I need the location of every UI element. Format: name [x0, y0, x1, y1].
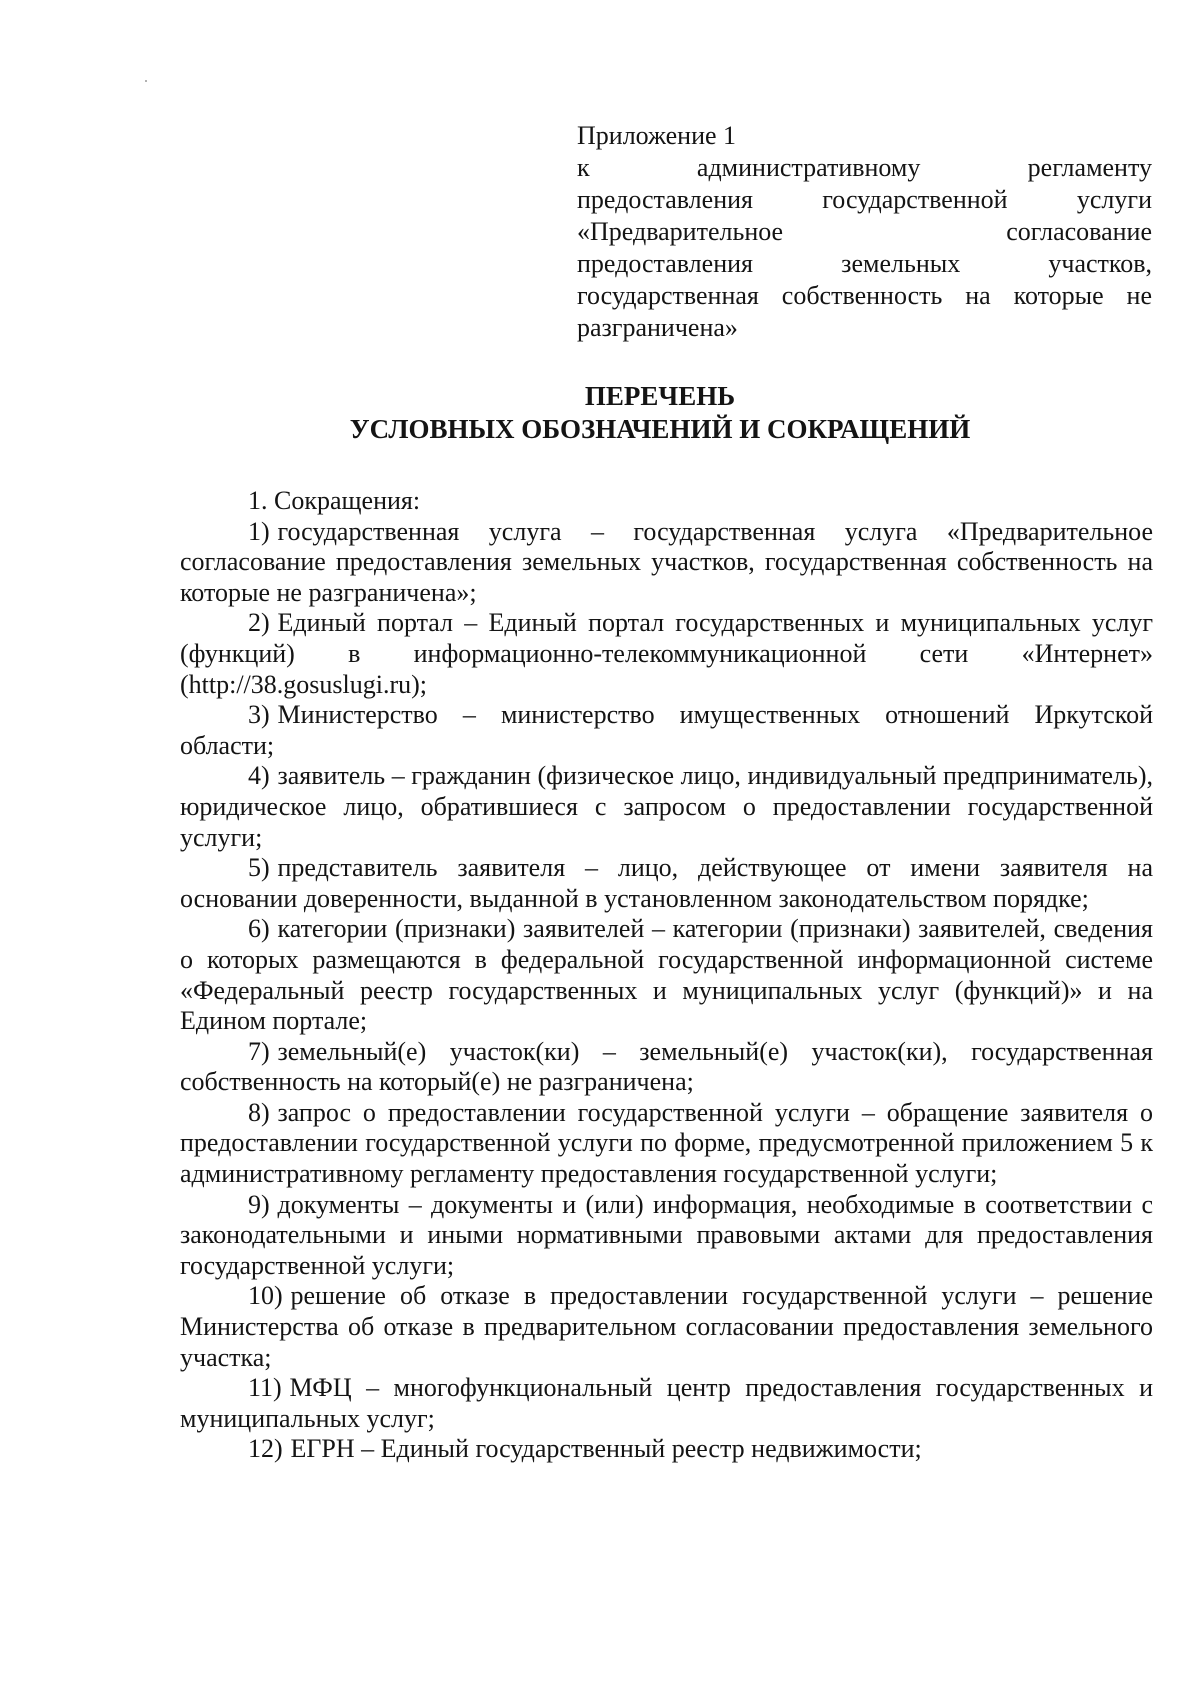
- section-heading: 1. Сокращения:: [248, 486, 421, 515]
- item-number: 7): [248, 1036, 270, 1066]
- abbreviations-section: [180, 486, 1153, 1465]
- item-number: 8): [248, 1097, 270, 1127]
- item-text: заявитель – гражданин (физическое лицо, индивидуальный предприниматель), юридическое лицо, обратившиеся с запросом о предоставлении государственной услуги;: [180, 761, 1153, 852]
- list-item: [180, 517, 1153, 609]
- title-line: ПЕРЕЧЕНЬ: [584, 381, 736, 411]
- item-text: земельный(е) участок(ки) – земельный(е) участок(ки), государственная собственность на который(е) не разграничена;: [180, 1036, 1153, 1097]
- appendix-header: [577, 120, 1152, 344]
- item-text: документы – документы и (или) информация, необходимые в соответствии с законодательными и иными нормативными правовыми актами для предоставления государственной услуги;: [180, 1189, 1153, 1280]
- item-number: 9): [248, 1189, 270, 1219]
- list-item: [180, 914, 1153, 1036]
- item-text: Министерство – министерство имущественных отношений Иркутской области;: [180, 700, 1153, 760]
- item-text: запрос о предоставлении государственной услуги – обращение заявителя о предоставлении государственной услуги по форме, предусмотренной приложением 5 к административному регламенту предоставления государственной услуги;: [180, 1097, 1153, 1189]
- item-number: 12): [248, 1434, 283, 1464]
- list-item: [180, 700, 1153, 761]
- item-number: 6): [248, 914, 270, 944]
- item-number: 4): [248, 761, 270, 791]
- list-item: [180, 1373, 1153, 1434]
- appendix-line: к административному регламенту: [577, 153, 1152, 182]
- item-text: категории (признаки) заявителей – категории (признаки) заявителей, сведения о которых размещаются в федеральной государственной информационной системе «Федеральный реестр государственных и муниципальных услуг (функций)» и на Едином портале;: [180, 914, 1153, 1036]
- document-title: [130, 380, 1190, 446]
- item-text: ЕГРН – Единый государственный реестр недвижимости;: [290, 1434, 922, 1464]
- list-item: [180, 1190, 1153, 1282]
- item-number: 11): [248, 1373, 282, 1403]
- item-text: МФЦ – многофункциональный центр предоставления государственных и муниципальных услуг;: [180, 1373, 1153, 1433]
- list-item: [180, 1434, 1153, 1465]
- item-number: 5): [248, 853, 270, 883]
- item-number: 3): [248, 700, 270, 730]
- list-item: [180, 1098, 1153, 1190]
- item-text: государственная услуга – государственная услуга «Предварительное согласование предоставления земельных участков, государственная собственность на которые не разграничена»;: [180, 516, 1153, 607]
- appendix-line: Приложение 1: [577, 121, 737, 150]
- appendix-line: «Предварительное согласование: [577, 217, 1152, 246]
- item-number: 2): [248, 608, 270, 638]
- appendix-line: разграничена»: [577, 313, 738, 342]
- list-item: [180, 1037, 1153, 1098]
- appendix-line: предоставления государственной услуги: [577, 185, 1152, 214]
- list-item: [180, 1281, 1153, 1373]
- item-number: 1): [248, 516, 270, 546]
- appendix-line: государственная собственность на которые не: [577, 281, 1152, 310]
- item-text: Единый портал – Единый портал государственных и муниципальных услуг (функций) в информационно-телекоммуникационной сети «Интернет» (http://38.gosuslugi.ru);: [180, 608, 1153, 699]
- list-item: [180, 853, 1153, 914]
- appendix-line: предоставления земельных участков,: [577, 249, 1152, 278]
- item-number: 10): [248, 1281, 283, 1311]
- list-item: [180, 608, 1153, 700]
- item-text: представитель заявителя – лицо, действующее от имени заявителя на основании доверенности, выданной в установленном законодательством порядке;: [180, 853, 1153, 913]
- list-item: [180, 761, 1153, 853]
- item-text: решение об отказе в предоставлении государственной услуги – решение Министерства об отказе в предварительном согласовании предоставления земельного участка;: [180, 1281, 1153, 1372]
- title-line: УСЛОВНЫХ ОБОЗНАЧЕНИЙ И СОКРАЩЕНИЙ: [349, 414, 971, 444]
- scan-speck: [145, 80, 147, 82]
